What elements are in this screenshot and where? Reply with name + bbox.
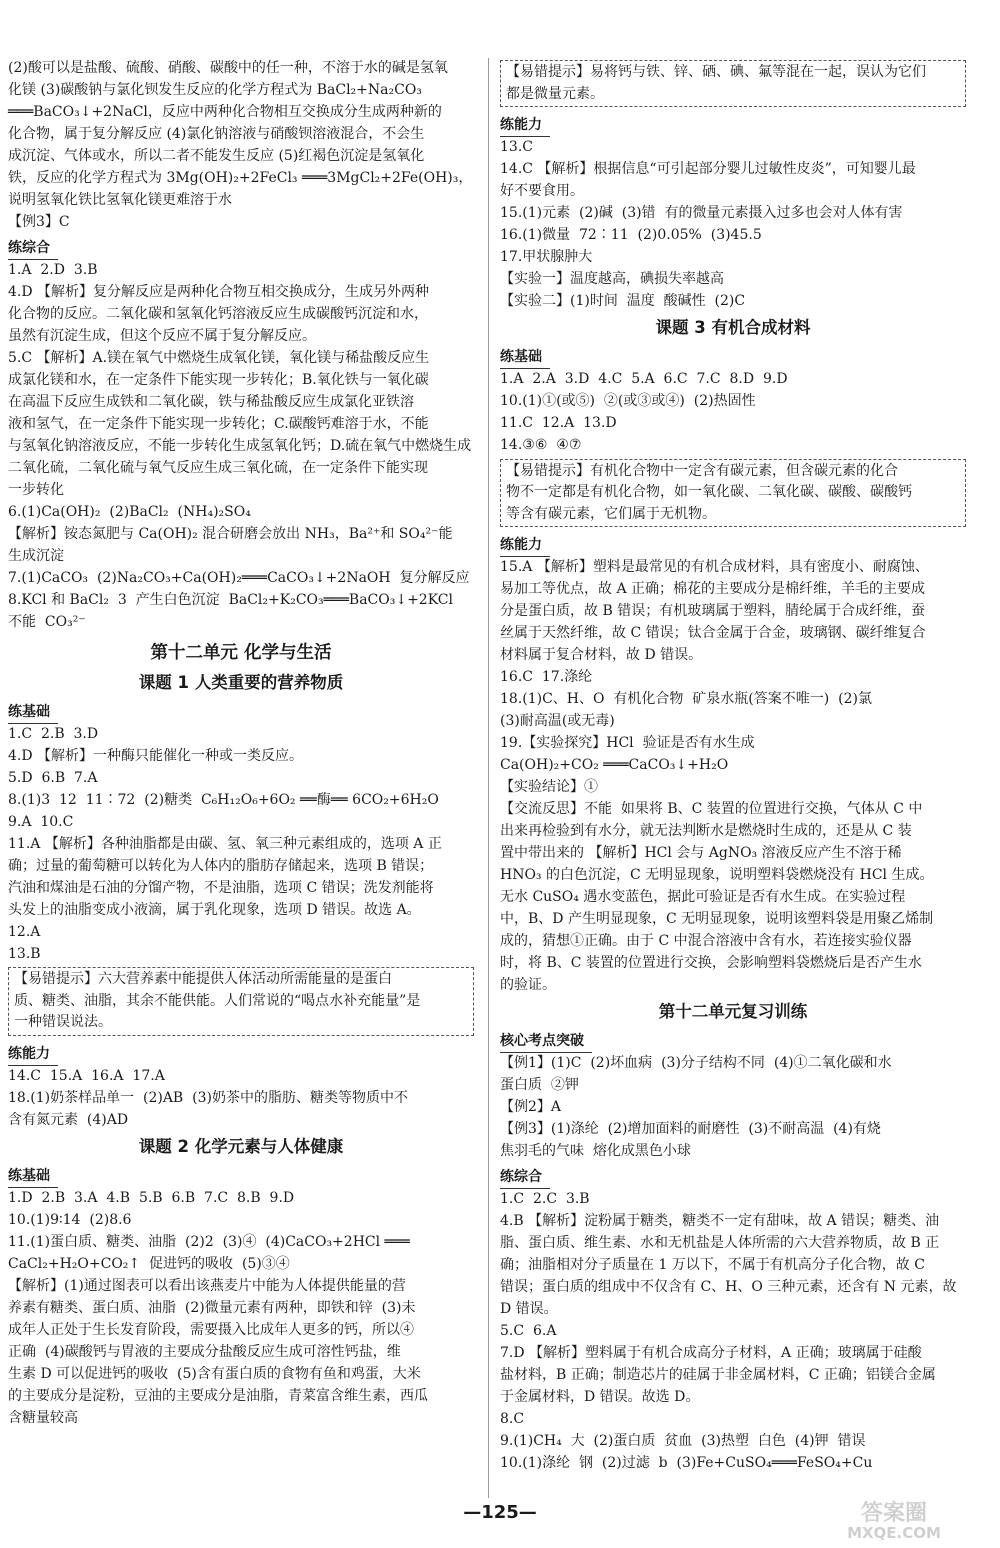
answer-line: 1.A 2.D 3.B [8,262,98,278]
answer-line: 生素 D 可以促进钙的吸收 (5)含有蛋白质的食物有鱼和鸡蛋，大米 [8,1365,421,1382]
answer-line: 好不要食用。 [500,183,584,199]
answer-line: 9.A 10.C [8,813,74,830]
answer-line: 18.(1)奶茶样品单一 (2)AB (3)奶茶中的脂肪、糖类等物质中不 [8,1089,408,1106]
answer-line: 于金属材料，D 错误。故选 D。 [500,1389,700,1405]
answer-line: 13.C [500,139,533,155]
answer-line: 生成沉淀 [8,548,64,564]
answer-line: 正确 (4)碳酸钙与胃液的主要成分盐酸反应生成可溶性钙盐，维 [8,1343,401,1360]
answer-line: 分是蛋白质，故 B 错误；有机玻璃属于塑料，腈纶属于合成纤维，蚕 [500,603,926,619]
answer-block [8,724,474,966]
answer-line: 虽然有沉淀生成，但这个反应不属于复分解反应。 [8,328,316,344]
answer-line: (3)耐高温(或无毒) [500,713,615,729]
answer-line: 17.甲状腺肿大 [500,249,593,265]
answer-line: 不能 CO₃²⁻ [8,614,86,630]
watermark-logo [794,1496,994,1542]
answer-line: 1.C 2.C 3.B [500,1191,590,1207]
answer-line: 【例3】C [8,214,70,230]
answer-block [500,137,966,313]
left-column [8,58,474,1430]
answer-line: 出来再检验到有水分，就无法判断水是燃烧时生成的，还是从 C 装 [500,823,912,839]
answer-line: 9.(1)CH₄ 大 (2)蛋白质 贫血 (3)热塑 白色 (4)钾 错误 [500,1433,866,1449]
answer-line: 置中带出来的 【解析】HCl 会与 AgNO₃ 溶液反应产生不溶于稀 [500,845,902,861]
answer-line: 成的，猜想①正确。由于 C 中混合溶液中含有水，若连接实验仪器 [500,933,912,949]
answer-line: 铁，反应的化学方程式为 3Mg(OH)₂+2FeCl₃ ═══3MgCl₂+2Fe(OH)₃， [8,170,473,186]
answer-line: 5.D 6.B 7.A [8,769,98,786]
answer-line: 头发上的油脂变成小液滴，属于乳化现象，选项 D 错误。故选 A。 [8,901,421,918]
answer-line: 16.C 17.涤纶 [500,669,593,685]
answer-line: 18.(1)C、H、O 有机化合物 矿泉水瓶(答案不唯一) (2)氯 [500,691,872,707]
answer-line: D 错误。 [500,1301,558,1317]
answer-line: 8.KCl 和 BaCl₂ 3 产生白色沉淀 BaCl₂+K₂CO₃═══BaCO₃↓+2KCl [8,592,453,608]
answer-line: 脂、蛋白质、维生素、水和无机盐是人体所需的六大营养物质，故 B 正 [500,1235,940,1251]
answer-line: 4.D 【解析】一种酶只能催化一种或一类反应。 [8,747,304,764]
answer-line: (2)酸可以是盐酸、硫酸、硝酸、碳酸中的任一种，不溶于水的碱是氢氧 [8,60,448,76]
answer-line: 材料属于复合材料，故 D 错误。 [500,647,703,663]
answer-line: 11.C 12.A 13.D [500,415,617,431]
answer-line: 7.(1)CaCO₃ (2)Na₂CO₃+Ca(OH)₂═══CaCO₃↓+2NaOH 复分解反应 [8,570,470,586]
answer-line: 蛋白质 ②钾 [500,1077,579,1093]
answer-line: 的验证。 [500,977,556,993]
answer-line: 1.A 2.A 3.D 4.C 5.A 6.C 7.C 8.D 9.D [500,371,788,387]
answer-block [500,557,966,997]
answer-line: 化合物，属于复分解反应 (4)氯化钠溶液与硝酸钡溶液混合，不会生 [8,126,425,142]
answer-line: 【解析】(1)通过图表可以看出该燕麦片中能为人体提供能量的营 [8,1277,406,1294]
answer-line: 易加工等优点，故 A 正确；棉花的主要成分是棉纤维，羊毛的主要成 [500,581,926,597]
answer-line: 【例1】(1)C (2)坏血病 (3)分子结构不同 (4)①二氧化碳和水 [500,1055,892,1071]
answer-line: 【例3】(1)涤纶 (2)增加面料的耐磨性 (3)不耐高温 (4)有烧 [500,1121,881,1137]
answer-line: 19.【实验探究】HCl 验证是否有水生成 [500,735,755,751]
section-heading-jichu: 练基础 [8,701,58,724]
lesson-title-3: 课题 3 有机合成材料 [655,318,811,337]
answer-line: 盐材料，B 正确；制造芯片的硅属于非金属材料，C 正确；铝镁合金属 [500,1367,936,1383]
unit-title: 第十二单元 化学与生活 [150,642,332,663]
lesson-title-2: 课题 2 化学元素与人体健康 [138,1136,344,1156]
answer-line: 12.A [8,923,41,940]
answer-line: 5.C 【解析】A.镁在氧气中燃烧生成氧化镁，氧化镁与稀盐酸反应生 [8,350,430,366]
answer-line: 1.D 2.B 3.A 4.B 5.B 6.B 7.C 8.B 9.D [8,1189,295,1206]
answer-line: 一种错误说法。 [14,1014,112,1030]
answer-block [8,1066,474,1132]
answer-block [8,260,474,634]
section-heading-zonghe: 练综合 [500,1166,550,1189]
answer-line: 说明氢氧化铁比氢氧化镁更难溶于水 [8,192,232,208]
review-title: 第十二单元复习训练 [658,1002,808,1021]
answer-line: 丝属于天然纤维，故 C 错误；钛合金属于合金，玻璃钢、碳纤维复合 [500,625,926,641]
answer-line: 8.C [500,1411,525,1427]
answer-line: 液和氢气，在一定条件下能实现一步转化；C.碳酸钙难溶于水，不能 [8,416,429,432]
answer-block [8,1188,474,1430]
section-heading-nengli: 练能力 [500,534,550,557]
answer-line: 养素有糖类、蛋白质、油脂 (2)微量元素有两种，即铁和锌 (3)未 [8,1299,416,1316]
answer-line: 时，将 B、C 装置的位置进行交换，会影响塑料袋燃烧后是否产生水 [500,955,922,971]
column-divider [488,58,489,1498]
answer-line: 15.A 【解析】塑料是最常见的有机合成材料，具有密度小、耐腐蚀、 [500,559,929,575]
answer-line: CaCl₂+H₂O+CO₂↑ 促进钙的吸收 (5)③④ [8,1255,290,1272]
answer-line: 4.B 【解析】淀粉属于糖类，糖类不一定有甜味，故 A 错误；糖类、油 [500,1213,940,1229]
answer-line: 【实验二】(1)时间 温度 酸碱性 (2)C [500,293,746,309]
answer-line: 11.(1)蛋白质、糖类、油脂 (2)2 (3)④ (4)CaCO₃+2HCl ═══ [8,1233,410,1250]
answer-line: 11.A 【解析】各种油脂都是由碳、氢、氧三种元素组成的，选项 A 正 [8,835,442,852]
answer-line: 质、糖类、油脂，其余不能供能。人们常说的“喝点水补充能量”是 [14,992,421,1009]
answer-line: 在高温下反应生成铁和二氧化碳，铁与稀盐酸反应生成氯化亚铁溶 [8,394,414,410]
answer-line: 8.(1)3 12 11∶72 (2)糖类 C₆H₁₂O₆+6O₂ ══酶══ 6CO₂+6H₂O [8,791,439,808]
answer-line: Ca(OH)₂+CO₂ ═══CaCO₃↓+H₂O [500,757,729,773]
answer-line: 10.(1)涤纶 钢 (2)过滤 b (3)Fe+CuSO₄═══FeSO₄+Cu [500,1455,873,1471]
answer-line: 5.C 6.A [500,1323,557,1339]
answer-line: 【实验结论】① [500,779,598,795]
answer-line: 含糖量较高 [8,1409,78,1426]
answer-block [500,1053,966,1163]
section-heading-nengli: 练能力 [500,114,550,137]
answer-line: 1.C 2.B 3.D [8,725,99,742]
answer-line: 含有氮元素 (4)AD [8,1111,129,1128]
answer-line: 【解析】铵态氮肥与 Ca(OH)₂ 混合研磨会放出 NH₃，Ba²⁺和 SO₄²⁻能 [8,526,453,542]
answer-line: 10.(1)①(或⑤) ②(或③或④) (2)热固性 [500,393,756,409]
answer-line: 14.C 【解析】根据信息“可引起部分婴儿过敏性皮炎”，可知婴儿最 [500,161,916,177]
answer-line: 【易错提示】易将钙与铁、锌、硒、碘、氟等混在一起，误认为它们 [506,64,926,80]
section-heading-nengli: 练能力 [8,1043,58,1066]
answer-line: 【实验一】温度越高，碘损失率越高 [500,271,724,287]
section-heading-zonghe: 练综合 [8,237,58,260]
answer-line: 无水 CuSO₄ 遇水变蓝色，据此可验证是否有水生成。在实验过程 [500,889,906,905]
error-tip-box [500,60,966,107]
answer-line: 中，B、D 产生明显现象，C 无明显现象，说明该塑料袋是用聚乙烯制 [500,911,934,927]
answer-line: 10.(1)9∶14 (2)8.6 [8,1211,132,1228]
answer-line: 7.D 【解析】塑料属于有机合成高分子材料，A 正确；玻璃属于硅酸 [500,1345,922,1361]
answer-line: 【例2】A [500,1099,562,1115]
answer-line: 6.(1)Ca(OH)₂ (2)BaCl₂ (NH₄)₂SO₄ [8,504,251,520]
error-tip-box [8,967,474,1036]
answer-line: 汽油和煤油是石油的分馏产物，不是油脂，选项 C 错误；洗发剂能将 [8,879,434,896]
section-heading-hexin: 核心考点突破 [500,1030,592,1053]
answer-line: 成年人正处于生长发育阶段，需要摄入比成年人更多的钙，所以④ [8,1321,414,1338]
answer-line: 化合物的反应。二氧化碳和氢氧化钙溶液反应生成碳酸钙沉淀和水， [8,306,428,322]
answer-line: 确；过量的葡萄糖可以转化为人体内的脂肪存储起来，选项 B 错误； [8,857,434,874]
answer-line: 化镁 (3)碳酸钠与氯化钡发生反应的化学方程式为 BaCl₂+Na₂CO₃ [8,82,422,98]
answer-line: 【交流反思】不能 如果将 B、C 装置的位置进行交换，气体从 C 中 [500,801,923,817]
answer-line: 一步转化 [8,482,64,498]
answer-line: 确；油脂相对分子质量在 1 万以下，不属于有机高分子化合物，故 C [500,1257,925,1273]
svg-text:答案圈: 答案圈 [860,1501,928,1526]
section-heading-jichu: 练基础 [500,346,550,369]
answer-line: 物不一定都是有机化合物，如一氧化碳、二氧化碳、碳酸、碳酸钙 [506,484,912,500]
answer-line: 【易错提示】六大营养素中能提供人体活动所需能量的是蛋白 [14,971,392,987]
answer-line: 的主要成分是淀粉，豆油的主要成分是油脂，青菜富含维生素，西瓜 [8,1387,428,1404]
answer-line: 4.D 【解析】复分解反应是两种化合物互相交换成分，生成另外两种 [8,284,430,300]
answer-line: HNO₃ 的白色沉淀，C 无明显现象，说明塑料袋燃烧没有 HCl 生成。 [500,867,934,883]
answer-block [8,58,474,212]
lesson-title-1: 课题 1 人类重要的营养物质 [138,672,344,692]
page-number: —125— [463,1502,537,1523]
answer-line: 14.③⑥ ④⑦ [500,437,582,453]
answer-block [500,1189,966,1475]
answer-line: ═══BaCO₃↓+2NaCl，反应中两种化合物相互交换成分生成两种新的 [8,104,442,120]
answer-line: 成沉淀、气体或水，所以二者不能发生反应 (5)红褐色沉淀是氢氧化 [8,148,425,164]
answer-line: 【易错提示】有机化合物中一定含有碳元素，但含碳元素的化合 [506,462,898,479]
answer-block [500,369,966,457]
answer-line: 成氯化镁和水，在一定条件下能实现一步转化；B.氧化铁与一氧化碳 [8,372,429,388]
answer-line: 错误；蛋白质的组成中不仅含有 C、H、O 三种元素，还含有 N 元素，故 [500,1279,957,1295]
answer-line: 焦羽毛的气味 熔化成黑色小球 [500,1143,691,1159]
watermark-logo-graphic [794,1496,994,1542]
answer-line: 15.(1)元素 (2)碱 (3)错 有的微量元素摄入过多也会对人体有害 [500,205,903,221]
answer-line: 与氢氧化钠溶液反应，不能一步转化生成氢氧化钙；D.硫在氧气中燃烧生成 [8,438,472,454]
answer-line: 都是微量元素。 [506,85,604,102]
answer-line: 16.(1)微量 72∶11 (2)0.05% (3)45.5 [500,227,762,243]
error-tip-box [500,459,966,528]
answer-line: 13.B [8,945,41,962]
answer-line: 二氧化硫，二氧化硫与氧气反应生成三氧化硫，在一定条件下能实现 [8,460,428,476]
answer-line: 14.C 15.A 16.A 17.A [8,1067,165,1084]
right-column [500,58,966,1475]
svg-text:MXQE.COM: MXQE.COM [847,1524,941,1542]
answer-line: 等含有碳元素，它们属于无机物。 [506,505,716,522]
section-heading-jichu: 练基础 [8,1165,58,1188]
